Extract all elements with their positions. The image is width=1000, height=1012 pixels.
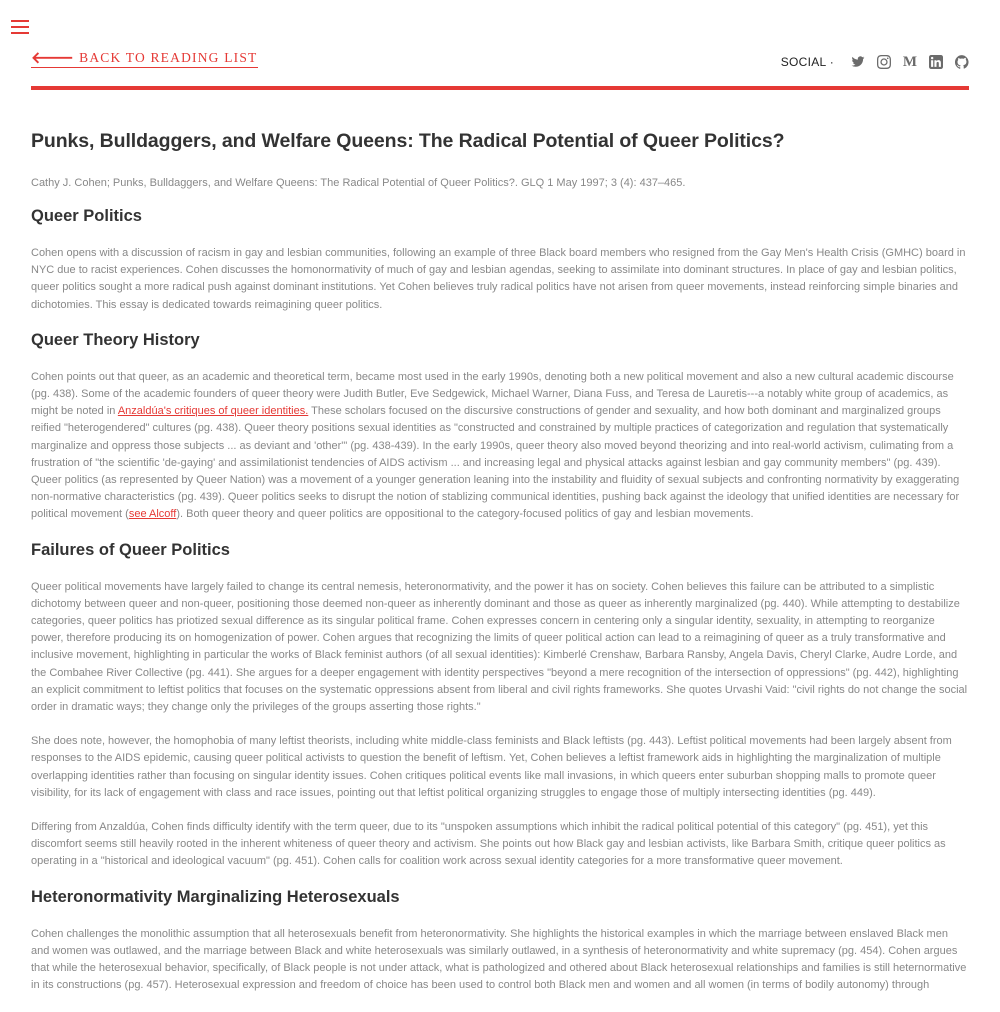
header-divider <box>31 86 969 90</box>
twitter-icon[interactable] <box>850 54 866 70</box>
section-heading-heteronormativity: Heteronormativity Marginalizing Heterosexuals <box>31 887 400 906</box>
alcoff-link[interactable]: see Alcoff <box>128 508 177 521</box>
paragraph-text: These scholars focused on the discursive constructions of gender and sexuality, and how both dominant and marginalized groups reified "heterogendered" cultures (pg. 438). Queer theory positions sexual identities as "constructed and constrained by multiple practices of categorization and regulation that systematically marginalize and oppress those subjects ... as deviant and 'other'" (pg. 438-439). In the early 1990s, queer theory also moved beyond theorizing and into real-world activism, culimating from a frustration of "the scientific 'de-gaying' and assimilationist tendencies of AIDS activism ... and increasing legal and physical attacks against lesbian and gay community members" (pg. 439). Queer politics (as represented by Queer Nation) was a movement of a younger generation leaning into the instability and fluidity of sexual subjects and confronting normativity by exaggerating non-normative characteristics (pg. 439). Queer politics seeks to disrupt the notion of stablizing communical identities, pushing back against the ideology that unified identities are necessary for political movement ( <box>31 405 960 521</box>
back-link-label: BACK TO READING LIST <box>79 50 258 65</box>
paragraph: Cohen challenges the monolithic assumption that all heterosexuals benefit from heteronormativity. She highlights the historical examples in which the marriage between enslaved Black men and women was outlawed, and the marriage between Black and white heterosexuals was similarly outlawed, in a synthesis of heteronormativity and white supremacy (pg. 454). Cohen argues that while the heterosexual behavior, specifically, of Black people is not under attack, what is pathologized and othered about Black heterosexual relationships and families is still heternormative in its constructions (pg. 457). Heterosexual expression and freedom of choice has been used to control both Black men and women and all women (in terms of bodily autonomy) through <box>31 927 967 992</box>
citation: Cathy J. Cohen; Punks, Bulldaggers, and Welfare Queens: The Radical Potential of Queer Politics?. GLQ 1 May 1997; 3 (4): 437–465. <box>31 177 686 189</box>
instagram-icon[interactable] <box>876 54 892 70</box>
article <box>31 130 969 1012</box>
medium-icon[interactable]: M <box>902 53 918 70</box>
paragraph <box>31 369 969 524</box>
arrow-left-icon: 🡐 <box>31 48 76 67</box>
github-icon[interactable] <box>954 54 970 70</box>
social-links <box>781 54 970 70</box>
paragraph-text: Cohen points out that queer, as an academic and theoretical term, became most used in the early 1990s, denoting both a new political movement and also a new cultural academic discourse (pg. 438). Some of the academic founders of queer theory were Judith Butler, Eve Sedgewick, Michael Warner, Diana Fuss, and Teresa de Lauretis---a notably white group of academics, as might be noted in <box>31 370 954 418</box>
section-heading-queer-theory-history: Queer Theory History <box>31 330 200 349</box>
paragraph: Differing from Anzaldúa, Cohen finds difficulty identify with the term queer, due to its "unspoken assumptions which inhibit the radical political potential of this category" (pg. 451), yet this discomfort seems still heavily rooted in the inherent whiteness of queer theory and activism. She points out how Black gay and lesbian activists, like Barbara Smith, critique queer politics as operating in a "historical and ideological vacuum" (pg. 451). Cohen calls for coalition work across sexual identity categories for a more transformative queer movement. <box>31 821 946 868</box>
section-heading-queer-politics: Queer Politics <box>31 207 142 225</box>
paragraph: Cohen opens with a discussion of racism in gay and lesbian communities, following an example of three Black board members who resigned from the Gay Men's Health Crisis (GMHC) board in NYC due to racist experiences. Cohen discusses the homonormativity of much of gay and lesbian agendas, seeking to assimilate into dominant structures. In place of gay and lesbian politics, queer politics sought a more radical push against dominant institutions. Yet Cohen believes truly radical politics have not arisen from queer movements, instead reinforcing simple binaries and dichotomies. This essay is dedicated towards reimagining queer politics. <box>31 247 966 311</box>
back-to-reading-list-link[interactable] <box>31 50 258 68</box>
section-heading-failures: Failures of Queer Politics <box>31 540 230 559</box>
paragraph: She does note, however, the homophobia of many leftist theorists, including white middle-class feminists and Black leftists (pg. 443). Leftist political movements had been largely absent from responses to the AIDS epidemic, causing queer political activists to question the benefit of leftism. Yet, Cohen believes a leftist framework aids in highlighting the marginalization of multiple overlapping identities rather than focusing on singular identity issues. Cohen critiques political events like mall invasions, in which queers enter suburban shopping malls to promote queer visibility, for its lack of engagement with class and race issues, pointing out that leftist political organizing struggles to engage those of multiply intersecting identities (pg. 449). <box>31 735 952 799</box>
linkedin-icon[interactable] <box>928 54 944 70</box>
anzaldua-link[interactable]: Anzaldúa's critiques of queer identities. <box>117 405 309 418</box>
hamburger-icon[interactable] <box>11 20 29 38</box>
page-title: Punks, Bulldaggers, and Welfare Queens: The Radical Potential of Queer Politics? <box>31 130 785 152</box>
paragraph: Queer political movements have largely failed to change its central nemesis, heteronormativity, and the power it has on society. Cohen believes this failure can be attributed to a simplistic dichotomy between queer and non-queer, positioning those deemed non-queer as inherently dominant and those as queer as inherently marginalized (pg. 440). While attempting to destabilize categories, queer politics has priotized sexual difference as its singular political frame. Cohen expresses concern in centering only a singular identity, sexuality, in attempting to reorganize power, therefore producing its on homogenization of power. Cohen argues that recognizing the limits of queer political action can lead to a reimagining of queer as a truly transformative and inclusive movement, highlighting in particular the works of Black feminist authors (of all sexual identities): Kimberlé Crenshaw, Barbara Ransby, Angela Davis, Cheryl Clarke, Audre Lorde, and the Combahee River Collective (pg. 441). She argues for a deeper engagement with identity perspectives "beyond a mere recognition of the intersection of oppressions" (pg. 442), highlighting an explicit commitment to leftist politics that focuses on the systematic oppressions absent from liberal and civil rights frameworks. She quotes Urvashi Vaid: "civil rights do not change the social order in dramatic ways; they change only the privileges of the groups asserting those rights." <box>31 580 968 714</box>
social-label: SOCIAL · <box>780 55 834 69</box>
paragraph-text: ). Both queer theory and queer politics are oppositional to the category-focused politics of gay and lesbian movements. <box>176 508 754 521</box>
